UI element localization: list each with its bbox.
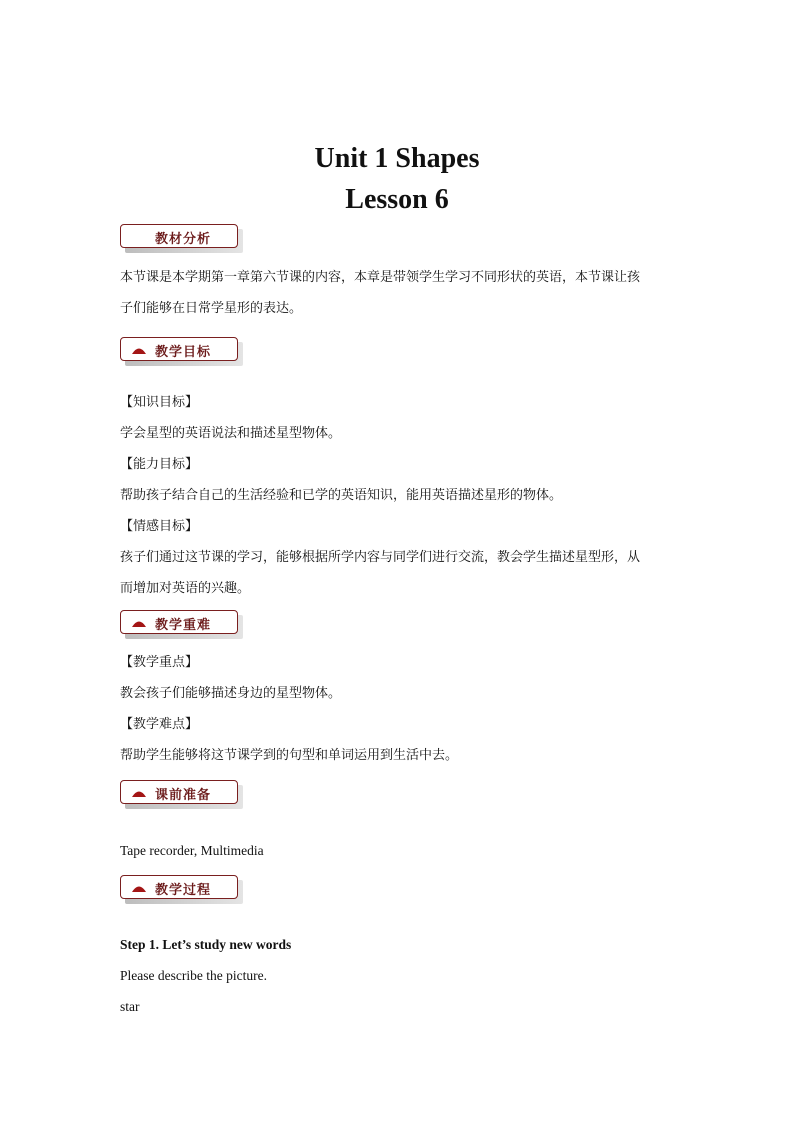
objective-text: 而增加对英语的兴趣。 xyxy=(120,581,251,596)
procedure-block xyxy=(120,929,680,1022)
key-point-text: 帮助学生能够将这节课学到的句型和单词运用到生活中去。 xyxy=(120,748,459,763)
objective-heading: 【知识目标】 xyxy=(120,395,199,410)
red-mound-icon xyxy=(131,788,147,798)
key-point-heading: 【教学难点】 xyxy=(120,717,199,732)
section-header-key-points xyxy=(120,610,238,634)
red-mound-icon xyxy=(131,618,147,628)
red-mound-icon xyxy=(131,883,147,893)
document-subtitle: Lesson 6 xyxy=(345,184,449,215)
objective-text: 孩子们通过这节课的学习，能够根据所学内容与同学们进行交流，教会学生描述星型形，从 xyxy=(120,550,641,565)
section-label: 教学重难 xyxy=(155,618,212,633)
key-points-block xyxy=(120,647,680,771)
step-instruction: Please describe the picture. xyxy=(120,968,267,983)
section-label: 教材分析 xyxy=(155,232,212,247)
key-point-text: 教会孩子们能够描述身边的星型物体。 xyxy=(120,686,342,701)
vocabulary-word: star xyxy=(120,999,140,1014)
text-line: 本节课是本学期第一章第六节课的内容，本章是带领学生学习不同形状的英语，本节课让孩 xyxy=(120,270,641,285)
section-label: 教学过程 xyxy=(155,883,212,898)
section-header-procedure xyxy=(120,875,238,899)
text-line: 子们能够在日常学星形的表达。 xyxy=(120,301,303,316)
section-label: 教学目标 xyxy=(155,345,212,360)
objective-text: 帮助孩子结合自己的生活经验和已学的英语知识，能用英语描述星形的物体。 xyxy=(120,488,563,503)
section-header-preparation xyxy=(120,780,238,804)
step-title: Step 1. Let’s study new words xyxy=(120,937,292,952)
section-label: 课前准备 xyxy=(155,788,212,803)
key-point-heading: 【教学重点】 xyxy=(120,655,199,670)
objectives-block xyxy=(120,387,680,604)
red-mound-icon xyxy=(131,345,147,355)
document-title: Unit 1 Shapes xyxy=(314,143,480,174)
section-header-objectives xyxy=(120,337,238,361)
analysis-paragraph xyxy=(120,262,680,324)
objective-heading: 【情感目标】 xyxy=(120,519,199,534)
objective-heading: 【能力目标】 xyxy=(120,457,199,472)
materials-text: Tape recorder, Multimedia xyxy=(120,843,264,858)
section-header-analysis xyxy=(120,224,238,248)
objective-text: 学会星型的英语说法和描述星型物体。 xyxy=(120,426,342,441)
